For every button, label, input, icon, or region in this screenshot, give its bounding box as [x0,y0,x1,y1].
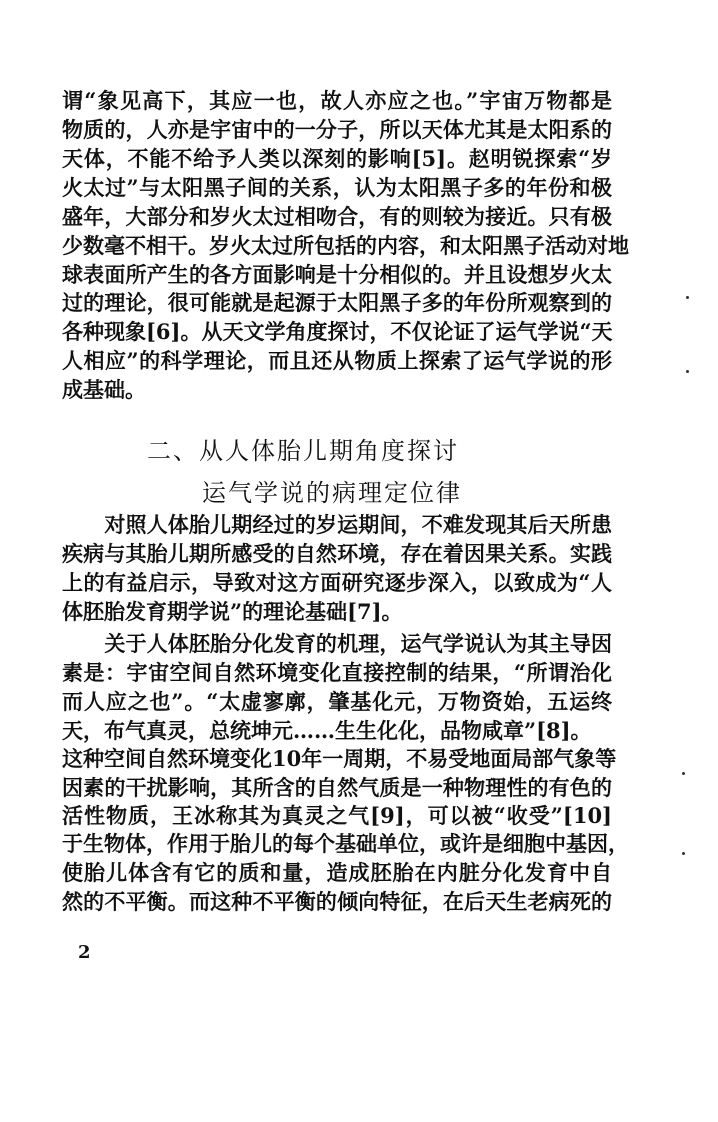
text-line: 过的理论，很可能就是起源于太阳黑子多的年份所观察到的 [62,290,612,315]
text-line: 盛年，大部分和岁火太过相吻合，有的则较为接近。只有极 [62,204,612,229]
text-line: 物质的，人亦是宇宙中的一分子，所以天体尤其是太阳系的 [62,117,612,142]
text-line: 这种空间自然环境变化10年一周期，不易受地面局部气象等 [62,746,617,771]
page-number: 2 [78,942,91,963]
section-heading: 运气学说的病理定位律 [202,479,462,507]
scan-speck [686,296,689,299]
text-line: 天，布气真灵，总统坤元……生生化化，品物咸章”[8]。 [62,718,592,743]
text-line: 而人应之也”。“太虚寥廓，肇基化元，万物资始，五运终 [62,689,612,714]
text-line: 球表面所产生的各方面影响是十分相似的。并且设想岁火太 [62,262,612,287]
scan-speck [682,772,685,775]
text-line: 因素的干扰影响，其所含的自然气质是一种物理性的有色的 [62,775,612,800]
text-line: 素是：宇宙空间自然环境变化直接控制的结果，“所谓治化 [62,660,612,685]
text-line: 活性物质，王冰称其为真灵之气[9]，可以被“收受”[10] [62,803,612,828]
text-line: 然的不平衡。而这种不平衡的倾向特征，在后天生老病死的 [62,889,612,914]
text-line: 成基础。 [62,377,146,402]
text-line: 人相应”的科学理论，而且还从物质上探索了运气学说的形 [62,348,612,373]
text-line: 关于人体胚胎分化发育的机理，运气学说认为其主导因 [62,631,612,656]
text-line: 天体，不能不给予人类以深刻的影响[5]。赵明锐探索“岁 [62,146,612,171]
text-line: 各种现象[6]。从天文学角度探讨，不仅论证了运气学说“天 [62,319,613,344]
text-line: 上的有益启示，导致对这方面研究逐步深入，以致成为“人 [62,570,612,595]
text-line: 疾病与其胎儿期所感受的自然环境，存在着因果关系。实践 [62,541,612,566]
text-line: 少数毫不相干。岁火太过所包括的内容，和太阳黑子活动对地 [62,233,629,258]
text-line: 使胎儿体含有它的质和量，造成胚胎在内脏分化发育中自 [62,860,612,885]
text-line: 于生物体，作用于胎儿的每个基础单位，或许是细胞中基因， [62,831,629,856]
text-line: 体胚胎发育期学说”的理论基础[7]。 [62,599,403,624]
scan-speck [682,852,685,855]
scan-speck [686,370,689,373]
text-line: 火太过”与太阳黑子间的关系，认为太阳黑子多的年份和极 [62,175,612,200]
text-line: 谓“象见高下，其应一也，故人亦应之也。”宇宙万物都是 [62,88,612,113]
section-heading: 二、从人体胎儿期角度探讨 [147,437,459,465]
text-line: 对照人体胎儿期经过的岁运期间，不难发现其后天所患 [62,512,612,537]
